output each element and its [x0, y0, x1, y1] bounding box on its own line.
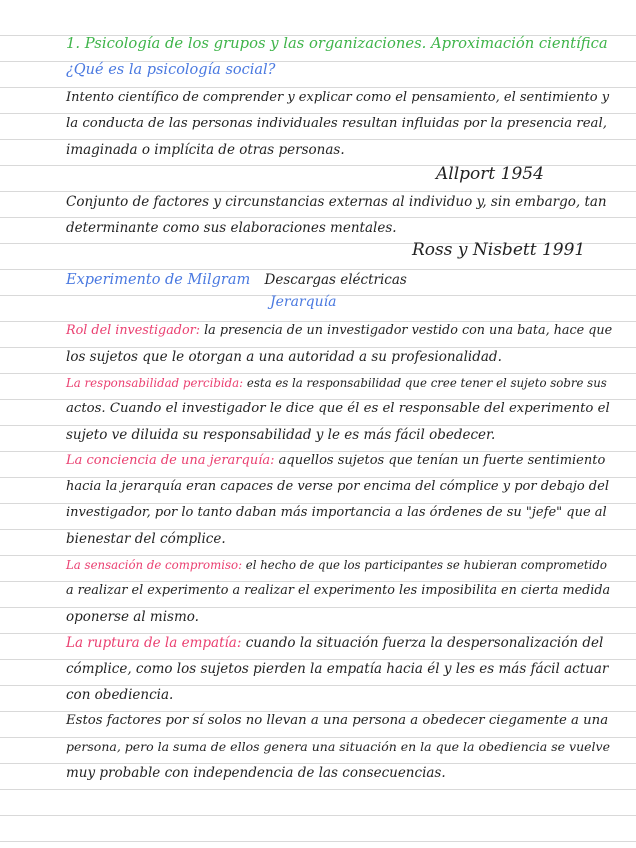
conclusion-line: persona, pero la suma de ellos genera una situación en la que la obediencia se vuelve	[66, 739, 610, 754]
reference-ross-nisbett: Ross y Nisbett 1991	[412, 240, 586, 260]
factor-text: investigador, por lo tanto daban más importancia a las órdenes de su "jefe" que al	[66, 505, 607, 520]
question-heading: ¿Qué es la psicología social?	[66, 62, 276, 78]
factor-text: cómplice, como los sujetos pierden la empatía hacia él y les es más fácil actuar	[66, 661, 609, 677]
milgram-heading-row	[66, 272, 614, 288]
factor-text: a realizar el experimento a realizar el experimento les imposibilita en cierta medida	[66, 583, 611, 598]
page-title: 1. Psicología de los grupos y las organizaciones. Aproximación científica	[66, 35, 608, 52]
factor-text: actos. Cuando el investigador le dice que él es el responsable del experimento el	[66, 401, 610, 416]
milgram-topic: Descargas eléctricas	[264, 272, 407, 288]
factor-text: sujeto ve diluida su responsabilidad y le es más fácil obedecer.	[66, 427, 496, 443]
conclusion-line: muy probable con independencia de las consecuencias.	[66, 765, 446, 781]
factor-text: hacia la jerarquía eran capaces de verse por encima del cómplice y por debajo del	[66, 479, 609, 494]
factor-text: el hecho de que los participantes se hubieran comprometido	[245, 558, 607, 572]
factor-text: los sujetos que le otorgan a una autoridad a su profesionalidad.	[66, 349, 502, 365]
definition-line: imaginada o implícita de otras personas.	[66, 142, 345, 158]
factor-term: La sensación de compromiso:	[66, 558, 243, 572]
factor-term: La responsabilidad percibida:	[66, 376, 244, 390]
definition-line: Intento científico de comprender y explicar como el pensamiento, el sentimiento y	[66, 90, 610, 105]
reference-allport: Allport 1954	[436, 164, 544, 184]
milgram-heading: Experimento de Milgram	[66, 272, 251, 288]
factor-text: aquellos sujetos que tenían un fuerte sentimiento	[278, 453, 606, 468]
factor-term: La ruptura de la empatía:	[66, 635, 242, 651]
factor-text: oponerse al mismo.	[66, 609, 199, 625]
factor-line	[66, 453, 614, 469]
factor-text: cuando la situación fuerza la despersonalización del	[245, 635, 604, 651]
factor-text: bienestar del cómplice.	[66, 531, 226, 547]
factor-text: la presencia de un investigador vestido con una bata, hace que	[204, 323, 613, 338]
definition-line: determinante como sus elaboraciones mentales.	[66, 220, 397, 236]
factor-line	[66, 557, 614, 573]
factor-line	[66, 323, 614, 339]
definition-line: la conducta de las personas individuales resultan influidas por la presencia real,	[66, 116, 607, 131]
conclusion-line: Estos factores por sí solos no llevan a una persona a obedecer ciegamente a una	[66, 713, 609, 728]
definition-line: Conjunto de factores y circunstancias externas al individuo y, sin embargo, tan	[66, 194, 607, 210]
factor-text: esta es la responsabilidad que cree tener el sujeto sobre sus	[246, 376, 607, 390]
factor-term: La conciencia de una jerarquía:	[66, 453, 275, 468]
factor-line	[66, 375, 614, 391]
milgram-subheading: Jerarquía	[270, 294, 337, 310]
factor-text: con obediencia.	[66, 687, 174, 703]
factor-line	[66, 635, 614, 651]
factor-term: Rol del investigador:	[66, 323, 201, 338]
